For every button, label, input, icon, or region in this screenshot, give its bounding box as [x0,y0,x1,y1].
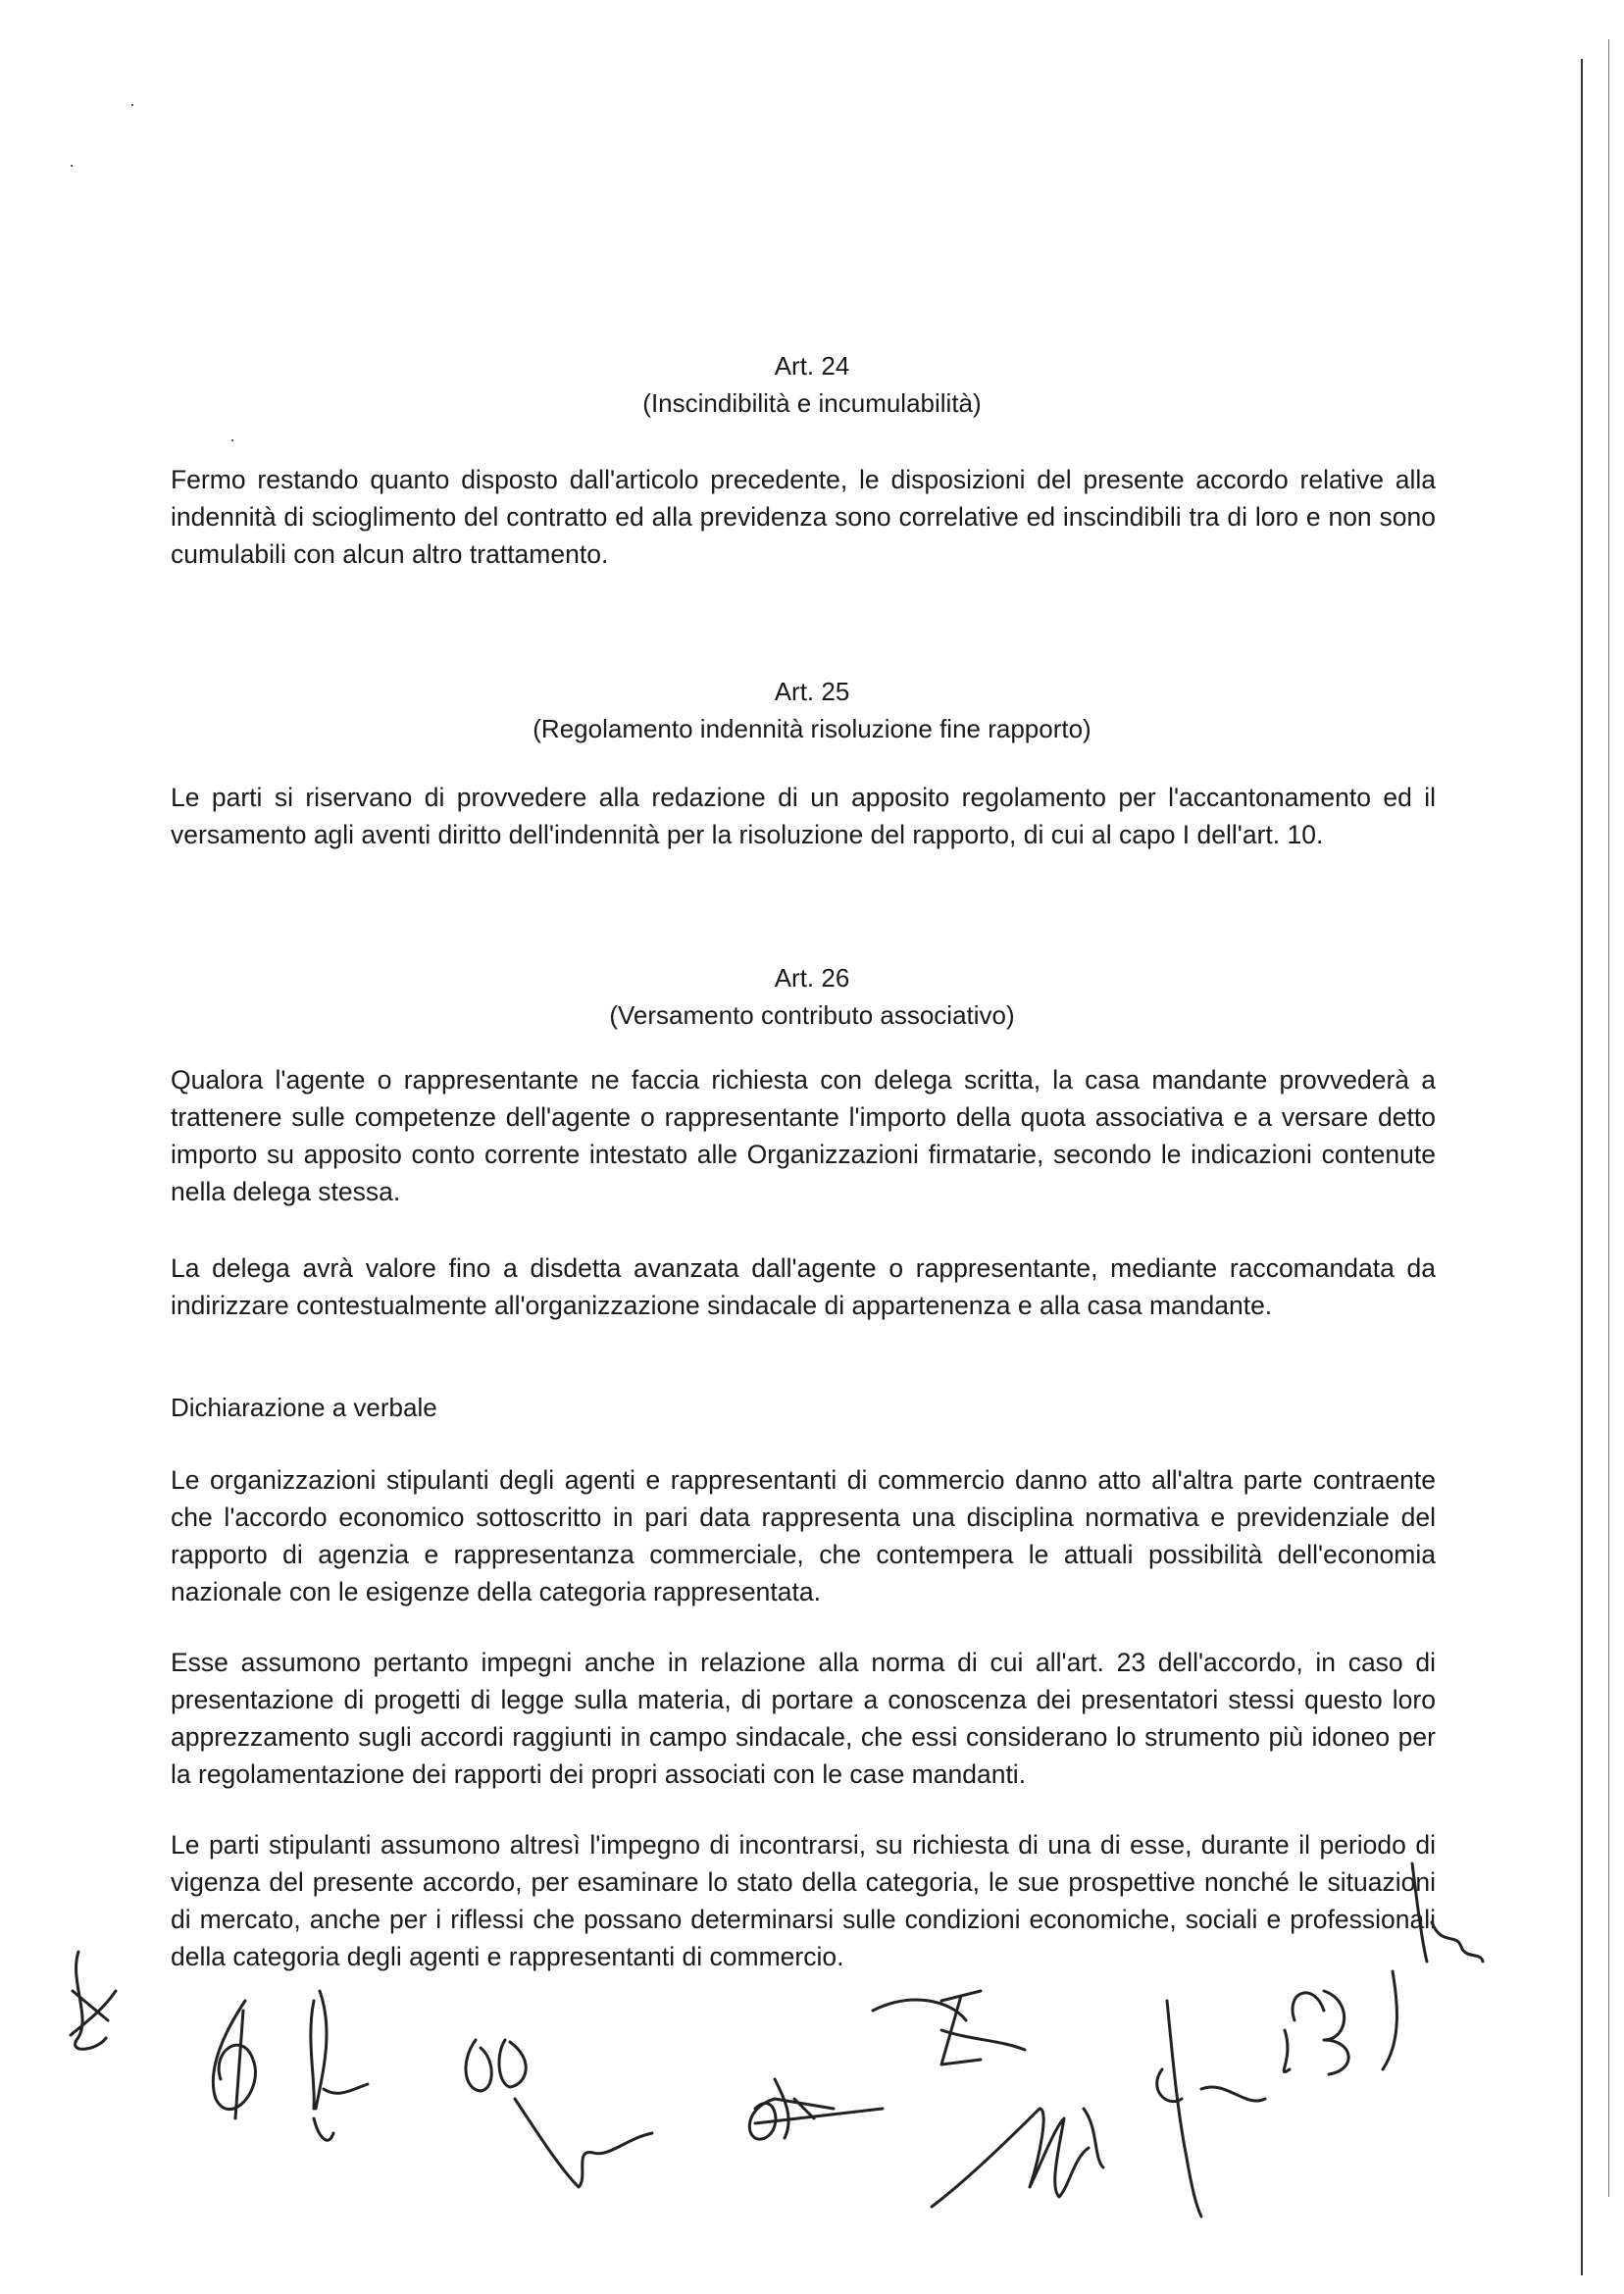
signature-5 [873,1991,1025,2065]
article-25-title: (Regolamento indennità risoluzione fine rapporto) [533,714,1091,743]
article-26-paragraph-2: La delega avrà valore fino a disdetta avanzata dall'agente o rappresentante, mediante raccomandata da indirizzare contestualmente all'organizzazione sindacale di appartenenza e alla casa mandante. [171,1253,1436,1320]
declaration-title: Dichiarazione a verbale [171,1393,437,1422]
article-24-title: (Inscindibilità e incumulabilità) [642,388,982,418]
signature-9 [1412,1863,1483,1962]
declaration-paragraph-1: Le organizzazioni stipulanti degli agenti e rappresentanti di commercio danno atto all'altra parte contraente che l'accordo economico sottoscritto in pari data rappresenta una disciplina normativa e previdenziale del rapporto di agenzia e rappresentanza commerciale, che contempera le attuali possibilità dell'economia nazionale con le esigenze della categoria rappresentata. [171,1465,1436,1606]
article-24-number: Art. 24 [774,351,850,381]
article-26-title: (Versamento contributo associativo) [609,1000,1015,1030]
signature-2 [213,1991,368,2140]
signature-3 [466,2040,652,2187]
signature-4 [749,2079,883,2139]
article-26-paragraph-1: Qualora l'agente o rappresentante ne faccia richiesta con delega scritta, la casa mandante provvederà a trattenere sulle competenze dell'agente o rappresentante l'importo della quota associativa e a versare detto importo su apposito conto corrente intestato alle Organizzazioni firmatarie, secondo le indicazioni contenute nella delega stessa. [171,1065,1436,1206]
article-25-paragraph: Le parti si riservano di provvedere alla redazione di un apposito regolamento per l'accantonamento ed il versamento agli aventi diritto dell'indennità per la risoluzione del rapporto, di cui al capo I dell'art. 10. [171,783,1436,849]
article-24-paragraph: Fermo restando quanto disposto dall'articolo precedente, le disposizioni del presente accordo relative alla indennità di scioglimento del contratto ed alla previdenza sono correlative ed inscindibili tra di loro e non sono cumulabili con alcun altro trattamento. [171,465,1436,569]
article-26-number: Art. 26 [774,963,850,993]
signature-7 [1157,2001,1265,2217]
declaration-paragraph-3: Le parti stipulanti assumono altresì l'impegno di incontrarsi, su richiesta di una di esse, durante il periodo di vigenza del presente accordo, per esaminare lo stato della categoria, le sue prospettive nonché le situazioni di mercato, anche per i riflessi che possano determinarsi sulle condizioni economiche, sociali e professionali della categoria degli agenti e rappresentanti di commercio. [171,1830,1436,1971]
declaration-paragraph-2: Esse assumono pertanto impegni anche in relazione alla norma di cui all'art. 23 dell'accordo, in caso di presentazione di progetti di legge sulla materia, di portare a conoscenza dei presentatori stessi questo loro apprezzamento sugli accordi raggiunti in campo sindacale, che essi considerano lo strumento più idoneo per la regolamentazione dei rapporti dei propri associati con le case mandanti. [171,1648,1436,1789]
signature-1 [71,1952,116,2049]
signature-8 [1284,1971,1396,2074]
article-25-number: Art. 25 [774,677,850,706]
signature-6 [932,2109,1103,2207]
